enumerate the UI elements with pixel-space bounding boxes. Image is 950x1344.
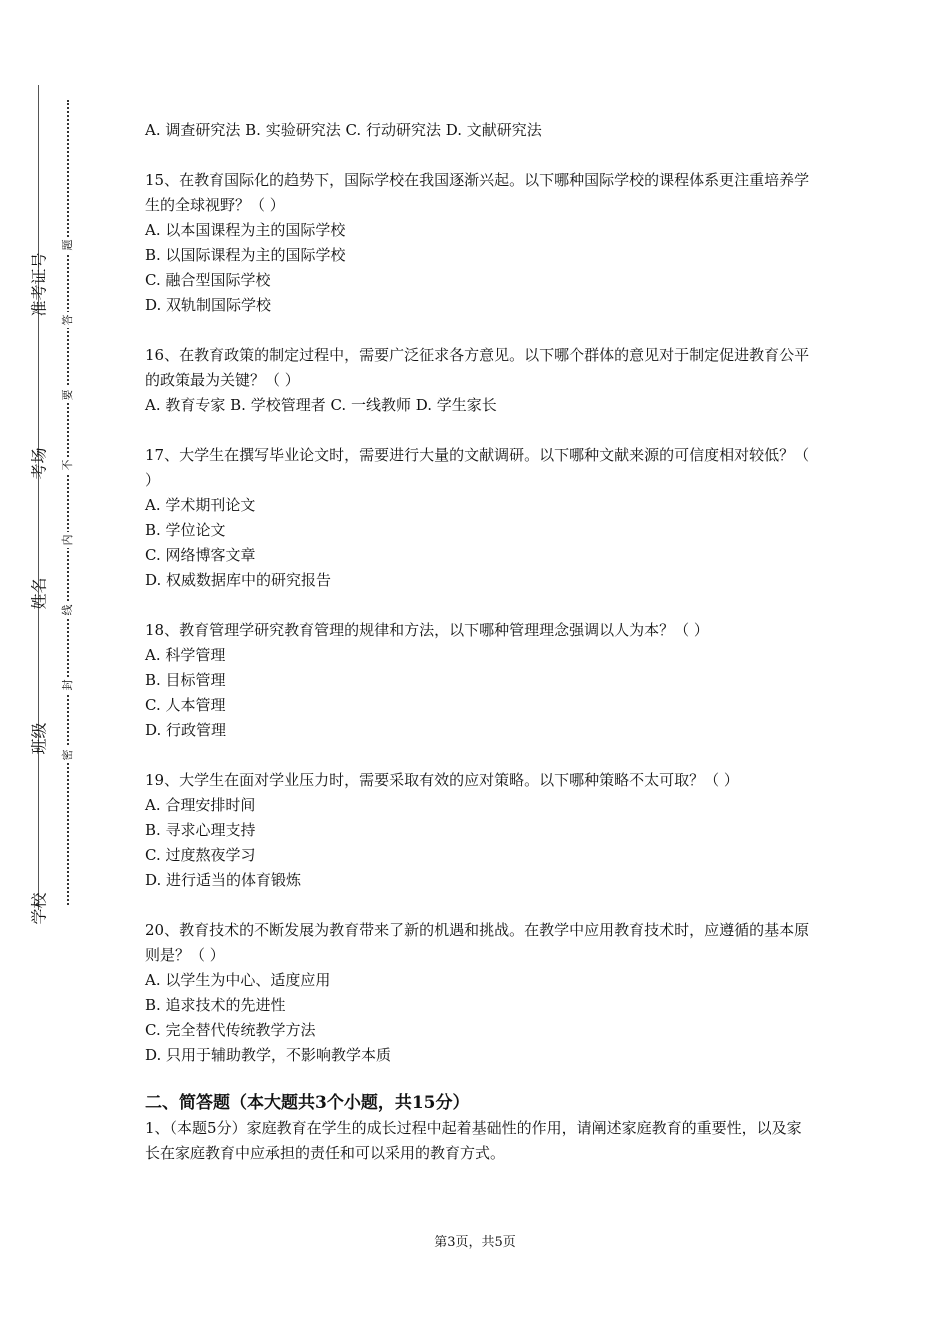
question-option: A. 教育专家 B. 学校管理者 C. 一线教师 D. 学生家长	[145, 396, 497, 414]
question	[145, 768, 815, 893]
question-stem: 20、教育技术的不断发展为教育带来了新的机遇和挑战。在教学中应用教育技术时，应遵循的基本原则是？（ ）	[145, 921, 810, 964]
seal-char: 答	[61, 312, 75, 328]
label-name: 姓名	[29, 577, 49, 610]
question-stem: 19、大学生在面对学业压力时，需要采取有效的应对策略。以下哪种策略不太可取？（ ）	[145, 771, 739, 789]
binding-line	[38, 85, 39, 910]
question-option: C. 完全替代传统教学方法	[145, 1021, 316, 1039]
seal-char: 封	[61, 677, 75, 693]
question-option: D. 权威数据库中的研究报告	[145, 571, 332, 589]
question-stem: 16、在教育政策的制定过程中，需要广泛征求各方意见。以下哪个群体的意见对于制定促进教育公平的政策最为关键？（ ）	[145, 346, 810, 389]
question-option: C. 过度熬夜学习	[145, 846, 256, 864]
questions-body	[145, 118, 815, 1166]
question-stem: 18、教育管理学研究教育管理的规律和方法，以下哪种管理理念强调以人为本？（ ）	[145, 621, 709, 639]
short-answer-1: 1、（本题5分）家庭教育在学生的成长过程中起着基础性的作用，请阐述家庭教育的重要性，以及家长在家庭教育中应承担的责任和可以采用的教育方式。	[145, 1119, 802, 1162]
question-option: C. 网络博客文章	[145, 546, 256, 564]
question-option: D. 行政管理	[145, 721, 227, 739]
question-stem: 15、在教育国际化的趋势下，国际学校在我国逐渐兴起。以下哪种国际学校的课程体系更注重培养学生的全球视野？（ ）	[145, 171, 810, 214]
label-class: 班级	[29, 722, 49, 755]
question-option: D. 双轨制国际学校	[145, 296, 272, 314]
question	[145, 168, 815, 318]
question-option: D. 只用于辅助教学，不影响教学本质	[145, 1046, 392, 1064]
question-option: A. 科学管理	[145, 646, 226, 664]
q14-options: A. 调查研究法 B. 实验研究法 C. 行动研究法 D. 文献研究法	[145, 121, 542, 139]
seal-char: 密	[61, 747, 75, 763]
page-footer: 第3页，共5页	[434, 1235, 516, 1250]
seal-char: 线	[61, 602, 75, 618]
question-option: B. 追求技术的先进性	[145, 996, 286, 1014]
question-option: A. 以本国课程为主的国际学校	[145, 221, 346, 239]
question-option: B. 以国际课程为主的国际学校	[145, 246, 346, 264]
seal-char: 内	[61, 532, 75, 548]
question-option: C. 融合型国际学校	[145, 271, 271, 289]
label-exam-id: 准考证号	[29, 252, 49, 317]
section-title: 二、简答题（本大题共3个小题，共15分）	[145, 1093, 470, 1113]
seal-char: 题	[61, 237, 75, 253]
question-option: B. 学位论文	[145, 521, 226, 539]
question	[145, 918, 815, 1068]
seal-char: 要	[61, 387, 75, 403]
question-option: C. 人本管理	[145, 696, 226, 714]
question	[145, 343, 815, 418]
question-option: D. 进行适当的体育锻炼	[145, 871, 302, 889]
question-option: A. 学术期刊论文	[145, 496, 256, 514]
question	[145, 618, 815, 743]
seal-char: 不	[61, 457, 75, 473]
question-stem: 17、大学生在撰写毕业论文时，需要进行大量的文献调研。以下哪种文献来源的可信度相对较低？（ ）	[145, 446, 810, 489]
question	[145, 443, 815, 593]
question-option: A. 合理安排时间	[145, 796, 256, 814]
label-exam-room: 考场	[29, 447, 49, 480]
question-option: A. 以学生为中心、适度应用	[145, 971, 331, 989]
question-option: B. 寻求心理支持	[145, 821, 256, 839]
label-school: 学校	[29, 892, 49, 925]
question-option: B. 目标管理	[145, 671, 226, 689]
seal-dotted-line	[67, 100, 69, 905]
